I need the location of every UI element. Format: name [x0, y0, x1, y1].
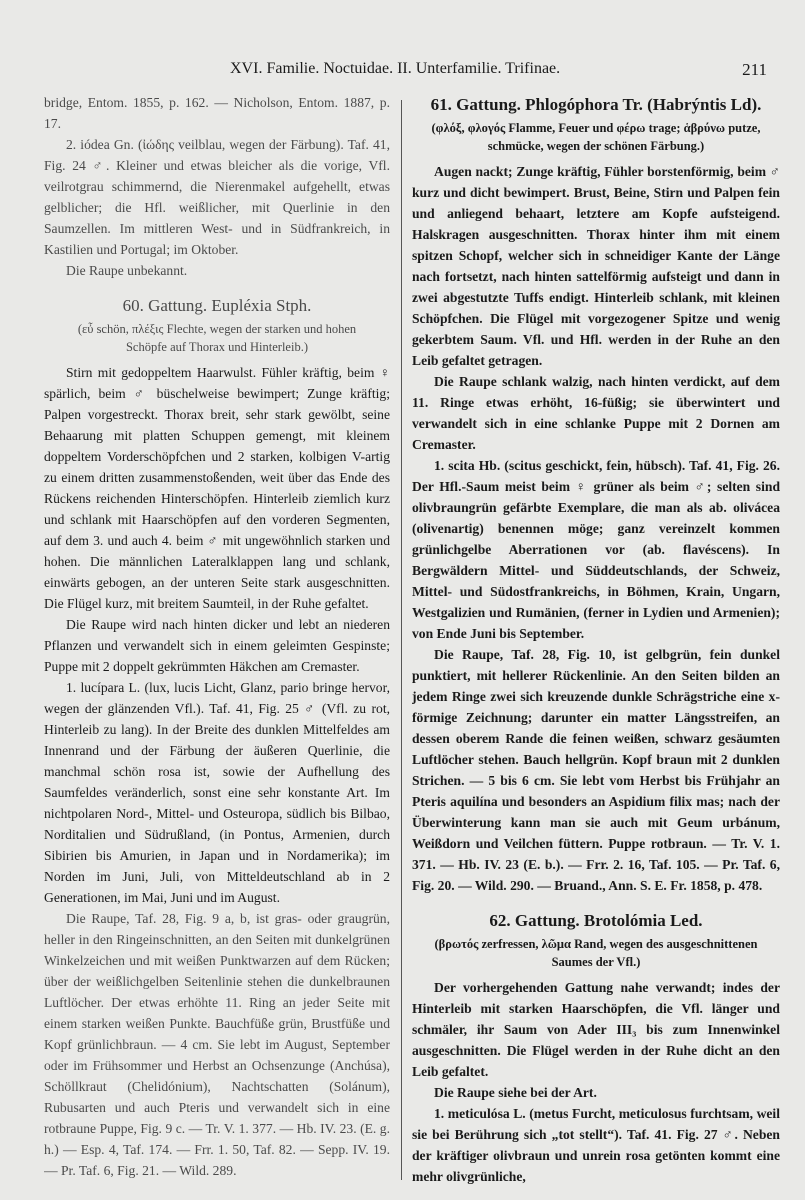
paragraph: Der vorhergehenden Gattung nahe verwandt; indes der Hinterleib mit starken Haarschöpfen, die Vfl. länger und schmäler, ihr Saum von Ader III₃ bis zum Innenwinkel ausgeschnitten. Die Flügel werden in der Ruhe dicht an den Leib gefaltet. — [412, 980, 780, 1079]
species-entry: 2. iódea Gn. (ἰώδης veilblau, wegen der Färbung). Taf. 41, Fig. 24 ♂. Kleiner und etwas bleicher als die vorige, Vfl. veilrotgrau schimmernd, die Nierenmakel aufgehellt, etwas gelblicher; die Hfl. weißlicher, mit Querlinie in den Saumzellen. Im mittleren West- und in Südfrankreich, in Kastilien und Portugal; im Oktober. — [44, 137, 390, 257]
column-divider — [401, 100, 402, 1180]
paragraph: Stirn mit gedoppeltem Haarwulst. Fühler kräftig, beim ♀ spärlich, beim ♂ büschelweise bewimpert; Zunge kräftig; Palpen vorgestreckt. Thorax breit, sehr stark gewölbt, seine Behaarung mit platten Schuppen gemengt, mit kleinem doppeltem Vorderschöpfchen und 2 starken, kolbigen V-artig zu einem dritten zusammenstoßenden, weit über das Ende des Rückens reichenden Hinterschöpfen. Hinterleib ziemlich kurz und schlank mit Haarschöpfen auf den vorderen Segmenten, auf dem 3. und auch 4. beim ♂ mit ungewöhnlich starken und hohen. Die männlichen Lateralklappen lang und schlank, einwärts gebogen, an der unteren Seite stark ausgeschnitten. Die Flügel kurz, mit breitem Saumteil, in der Ruhe gefaltet. — [44, 365, 390, 611]
paragraph: Die Raupe, Taf. 28, Fig. 9 a, b, ist gras- oder graugrün, heller in den Ringeinschnitten, an den Seiten mit dunkelgrünen Winkelzeichen und mit weißen Punktwarzen auf dem Rücken; über der weißlichgelben Seitenlinie stehen die dunkelbraunen Luftlöcher. Der etwas erhöhte 11. Ring an jeder Seite mit einem starken weißen Punkte. Bauchfüße grün, Brustfüße und Kopf grünlichbraun. — 4 cm. Sie lebt im August, September oder im Frühsommer und Herbst an Ochsenzunge (Anchúsa), Schöllkraut (Chelidónium), Nachtschatten (Solánum), Rubusarten und auch Pteris und verwandelt sich in eine rotbraune Puppe, Fig. 9 c. — Tr. V. 1. 377. — Hb. IV. 23. (E. g. h.) — Esp. 4, Taf. 174. — Frr. 1. 50, Taf. 82. — Sepp. IV. 19. — Pr. Taf. 6, Fig. 21. — Wild. 289. — [44, 911, 390, 1178]
right-column — [412, 92, 780, 1192]
left-column — [44, 92, 390, 1192]
etymology: (βρωτός zerfressen, λῶμα Rand, wegen des ausgeschnittenen Saumes der Vfl.) — [434, 937, 758, 969]
running-header — [0, 60, 805, 84]
paragraph: Augen nackt; Zunge kräftig, Fühler borstenförmig, beim ♂ kurz und dicht bewimpert. Brust, Beine, Stirn und Palpen fein und anliegend behaart, letztere am Kopfe aufsteigend. Halskragen ausgeschnitten. Thorax hinter ihm mit einem spitzen Schopf, welcher sich in schneidiger Kante der Länge nach fortsetzt, nach hinten sattelförmig aufsteigt und dann in zwei abgestutzte Tuffs endigt. Hinterleib schlank, mit kleinen Schöpfchen. Die Flügel mit vorgezogener Spitze und wenig gekerbtem Saum. Vfl. und Hfl. werden in der Ruhe an den Leib gefaltet getragen. — [412, 164, 780, 368]
paragraph: bridge, Entom. 1855, p. 162. — Nicholson, Entom. 1887, p. 17. — [44, 95, 390, 131]
etymology: (φλόξ, φλογός Flamme, Feuer und φέρω trage; ἁβρύνω putze, schmücke, wegen der schönen Färbung.) — [431, 121, 761, 153]
paragraph: Die Raupe unbekannt. — [66, 263, 188, 278]
paragraph: Die Raupe schlank walzig, nach hinten verdickt, auf dem 11. Ringe etwas erhöht, 16-füßig; sie überwintert und verwandelt sich in eine schlanke Puppe mit 2 Dornen am Cremaster. — [412, 374, 780, 452]
species-entry: 1. meticulósa L. (metus Furcht, meticulosus furchtsam, weil sie bei Berührung sich „tot stellt“). Taf. 41. Fig. 27 ♂. Neben der kräftiger olivbraun und unrein rosa getönten kommt eine mehr olivgrünliche, — [412, 1106, 780, 1184]
page-number: 211 — [742, 60, 767, 79]
etymology: (εὖ schön, πλέξις Flechte, wegen der starken und hohen Schöpfe auf Thorax und Hinterleib.) — [77, 322, 357, 354]
species-entry: 1. scita Hb. (scitus geschickt, fein, hübsch). Taf. 41, Fig. 26. Der Hfl.-Saum meist beim ♀ grüner als beim ♂; selten sind olivbraungrün gefärbte Exemplare, die man als ab. olivácea (olivenartig) benennen möge; ganz vereinzelt kommen grünlichgelbe Aberrationen vor (ab. flavéscens). In Bergwäldern Mittel- und Süddeutschlands, der Schweiz, Mittel- und Südostfrankreichs, in Böhmen, Krain, Ungarn, Westgalizien und Rumänien, (ferner in Lydien und Armenien); von Ende Juni bis September. — [412, 458, 780, 641]
genus-heading: 62. Gattung. Brotolómia Led. — [489, 911, 703, 930]
genus-heading: 60. Gattung. Eupléxia Stph. — [122, 296, 312, 315]
paragraph: Die Raupe siehe bei der Art. — [434, 1085, 597, 1100]
paragraph: Die Raupe wird nach hinten dicker und lebt an niederen Pflanzen und verwandelt sich in einem geleimten Gespinste; Puppe mit 2 doppelt gekrümmten Häkchen am Cremaster. — [44, 617, 390, 674]
species-entry: 1. lucípara L. (lux, lucis Licht, Glanz, pario bringe hervor, wegen der glänzenden Vfl.). Taf. 41, Fig. 25 ♂ (Vfl. zu rot, Hinterleib zu lang). In der Breite des dunklen Mittelfeldes am Innenrand und der Färbung der äußeren Querlinie, die manchmal schön rosa ist, sowie der Aufhellung des Saumfeldes veränderlich, sonst eine sehr konstante Art. Im nichtpolaren Nord-, Mittel- und Osteuropa, südlich bis Bilbao, Norditalien und Südrußland, (in Pontus, Armenien, durch Sibirien bis Amurien, in Japan und in Nordamerika); im Norden im Juni, Juli, von Mitteldeutschland ab in 2 Generationen, im Mai, Juni und im August. — [44, 680, 390, 905]
genus-heading: 61. Gattung. Phlogóphora Tr. (Habrýntis Ld). — [430, 95, 762, 114]
header-title: XVI. Familie. Noctuidae. II. Unterfamilie. Trifinae. — [230, 60, 561, 77]
paragraph: Die Raupe, Taf. 28, Fig. 10, ist gelbgrün, fein dunkel punktiert, mit hellerer Rückenlinie. An den Seiten bilden an jedem Ringe zwei sich kreuzende dunkle Schrägstriche eine x-förmige Zeichnung; darunter ein matter Längsstreifen, an dessen oberem Rande die feinen weißen, schwarz gesäumten Luftlöcher stehen. Bauch hellgrün. Kopf braun mit 2 dunklen Strichen. — 5 bis 6 cm. Sie lebt vom Herbst bis Frühjahr an Pteris aquilína und besonders an Aspidium filix mas; nach der Überwinterung kann man sie auch mit Geum urbánum, Weißdorn und Veilchen füttern. Puppe rotbraun. — Tr. V. 1. 371. — Hb. IV. 23 (E. b.). — Frr. 2. 16, Taf. 105. — Pr. Taf. 6, Fig. 20. — Wild. 290. — Bruand., Ann. S. E. Fr. 1858, p. 478. — [412, 647, 780, 893]
